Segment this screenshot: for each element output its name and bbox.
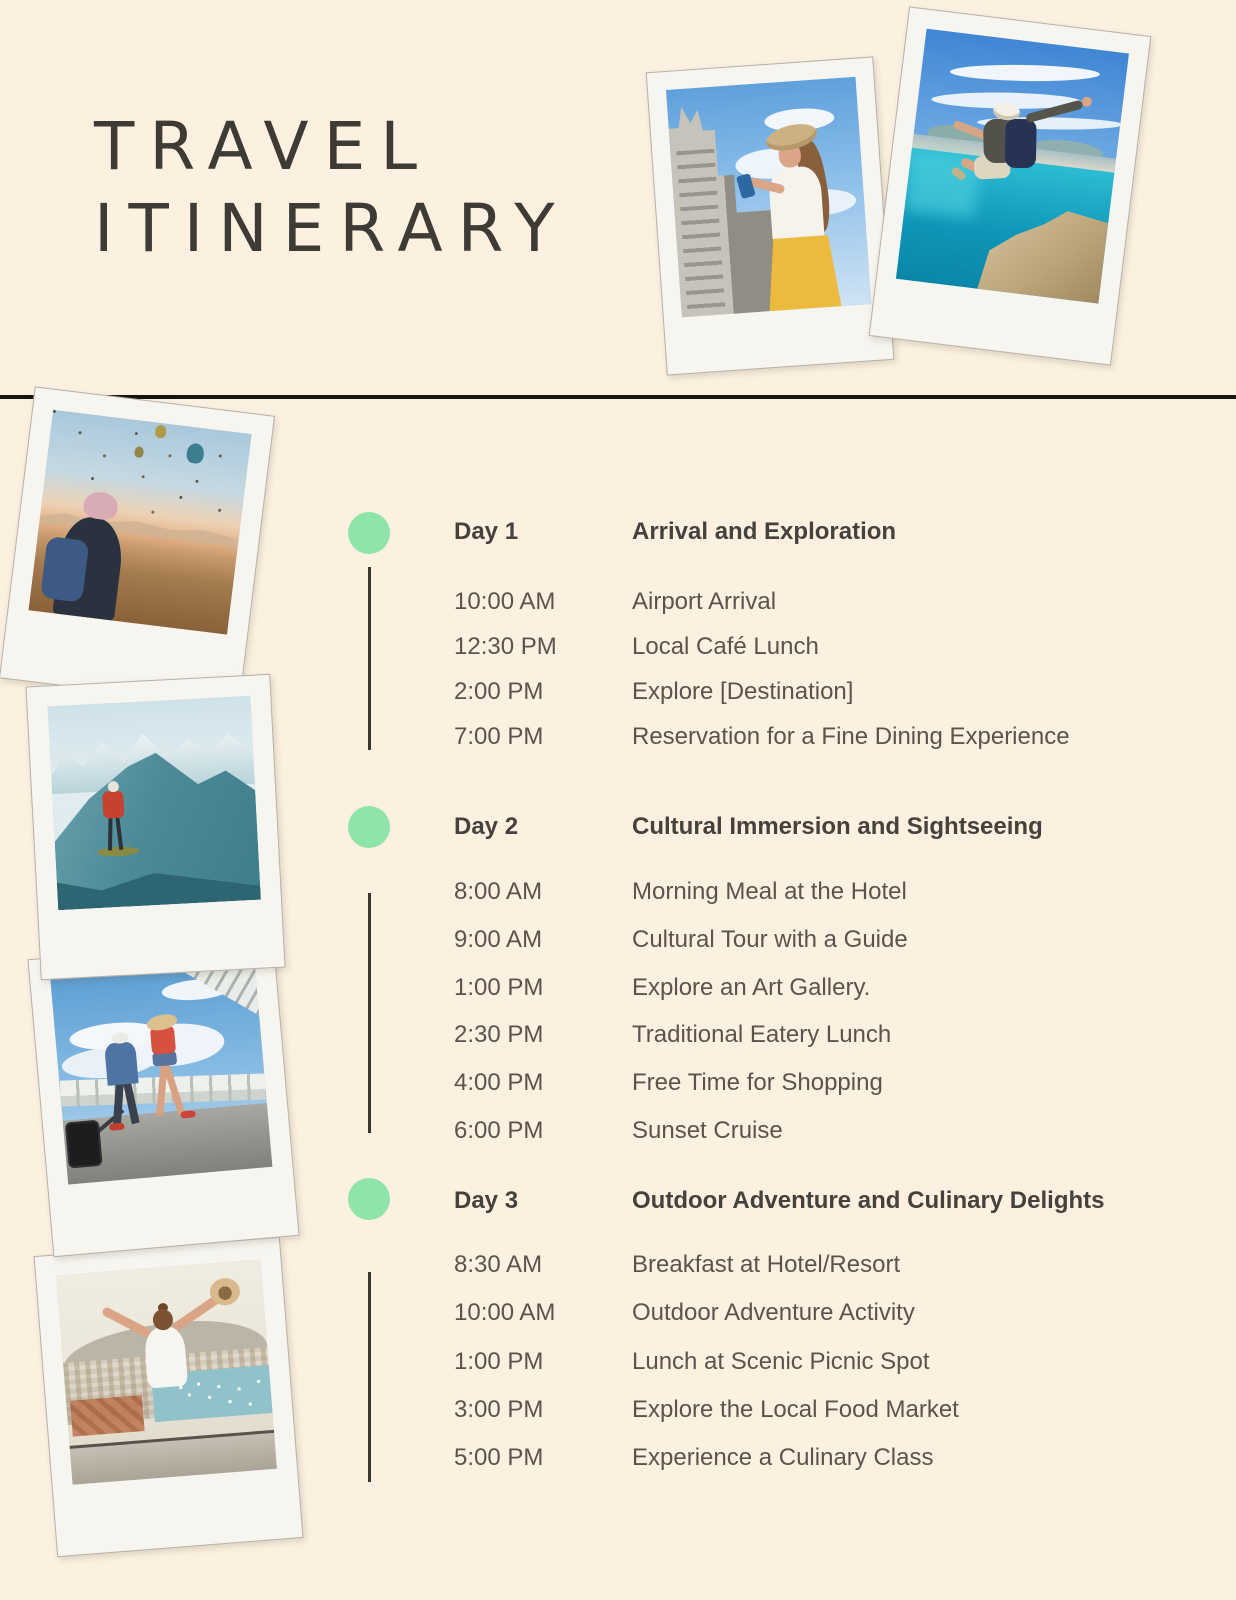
row-activity: Explore [Destination] [632,678,854,705]
day1-title: Arrival and Exploration [632,518,897,545]
row-time: 2:30 PM [454,1021,544,1048]
row-activity: Explore an Art Gallery. [632,974,871,1001]
red-rooftops [70,1395,145,1437]
row-activity: Breakfast at Hotel/Resort [632,1251,901,1278]
title-line-2: ITINERARY [94,190,570,267]
day2-title: Cultural Immersion and Sightseeing [632,813,1043,840]
row-time: 5:00 PM [454,1444,544,1471]
title-line-1: TRAVEL [94,108,433,185]
row-activity: Lunch at Scenic Picnic Spot [632,1348,930,1375]
page-title [94,106,570,270]
day3-title: Outdoor Adventure and Culinary Delights [632,1187,1105,1214]
row-activity: Morning Meal at the Hotel [632,878,907,905]
day2-label: Day 2 [454,813,519,840]
hiker-leg [108,816,113,850]
row-activity: Airport Arrival [632,588,777,615]
navy-backpack [1005,119,1037,169]
photo-hot-air-balloons-at-sunrise [28,410,251,635]
row-time: 1:00 PM [454,1348,544,1375]
photo-couple-walking-with-luggage-at-airport [50,961,272,1185]
section-divider [0,395,1236,399]
man-denim-shirt [104,1041,139,1086]
row-time: 7:00 PM [454,723,544,750]
row-activity: Local Café Lunch [632,633,819,660]
polaroid-traveler-with-phone-at-cathedral [646,56,895,375]
red-backpack [102,791,124,819]
row-activity: Reservation for a Fine Dining Experience [632,723,1070,750]
photo-man-on-cliff-over-turquoise-bay [896,29,1129,304]
row-activity: Outdoor Adventure Activity [632,1299,915,1326]
row-activity: Sunset Cruise [632,1117,783,1144]
row-time: 1:00 PM [454,974,544,1001]
row-activity: Experience a Culinary Class [632,1444,934,1471]
day3-label: Day 3 [454,1187,519,1214]
photo-hiker-overlooking-teal-mountains [48,696,261,910]
photo-traveler-with-phone-at-cathedral [666,77,871,318]
polaroid-hiker-overlooking-teal-mountains [25,674,285,980]
row-activity: Cultural Tour with a Guide [632,926,908,953]
row-time: 12:30 PM [454,633,557,660]
photo-woman-celebrating-above-harbor-city [56,1259,277,1484]
row-time: 8:30 AM [454,1251,543,1278]
row-time: 8:00 AM [454,878,543,905]
row-time: 2:00 PM [454,678,544,705]
row-time: 10:00 AM [454,1299,556,1326]
row-activity: Explore the Local Food Market [632,1396,959,1423]
polaroid-man-on-cliff-over-turquoise-bay [869,6,1152,365]
day1-label: Day 1 [454,518,519,545]
row-time: 9:00 AM [454,926,543,953]
row-activity: Free Time for Shopping [632,1069,883,1096]
polaroid-woman-celebrating-above-harbor-city [34,1237,304,1557]
row-activity: Traditional Eatery Lunch [632,1021,892,1048]
row-time: 3:00 PM [454,1396,544,1423]
woman-white-top [768,165,825,242]
black-suitcase [65,1120,103,1169]
row-time: 10:00 AM [454,588,556,615]
polaroid-hot-air-balloons-at-sunrise [0,386,275,707]
polaroid-couple-walking-with-luggage-at-airport [27,938,299,1257]
row-time: 6:00 PM [454,1117,544,1144]
blue-backpack [40,536,89,603]
row-time: 4:00 PM [454,1069,544,1096]
